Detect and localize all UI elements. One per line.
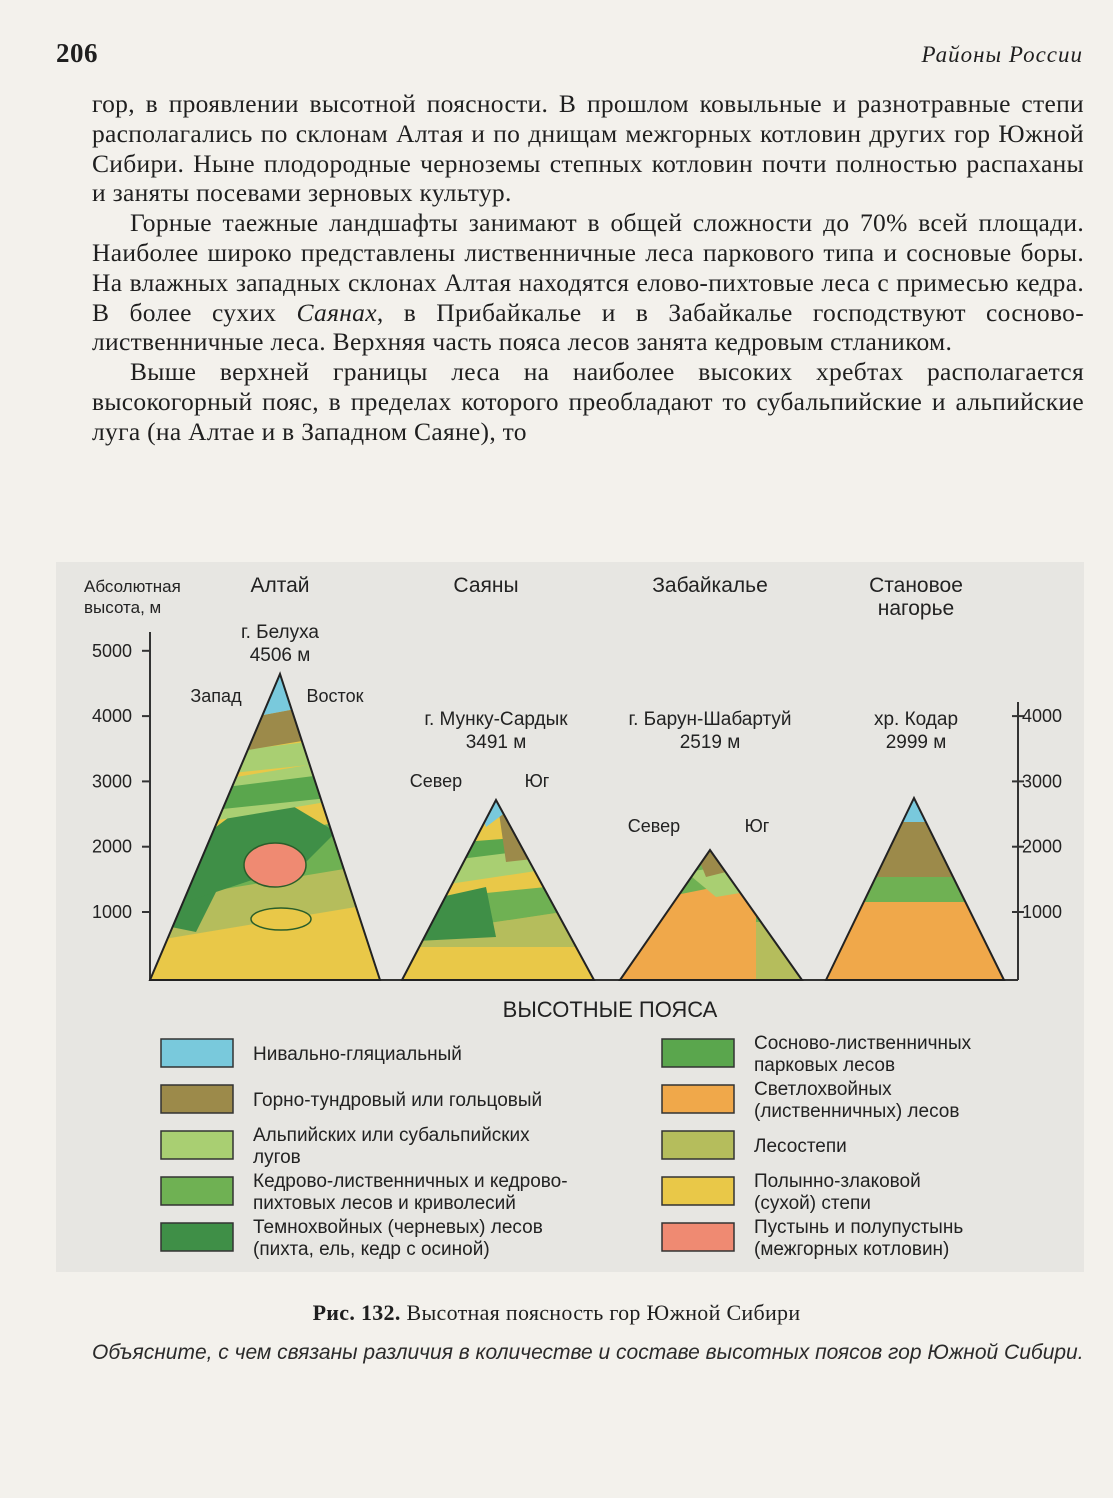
left-tick-label: 4000 [91, 706, 132, 727]
running-title: Районы России [921, 42, 1083, 67]
legend-label: Нивально-гляциальный [253, 1044, 462, 1065]
legend-item [161, 1171, 568, 1214]
legend-swatch [161, 1131, 233, 1159]
legend-label: Темнохвойных (черневых) лесов [253, 1217, 543, 1238]
right-tick-label: 1000 [1022, 902, 1063, 922]
altai-mountain [146, 662, 386, 982]
legend-label-line2: (сухой) степи [754, 1193, 871, 1214]
figure-caption [0, 1300, 1113, 1326]
side-north-zabaikalye: Север [627, 816, 681, 836]
right-tick-label: 2000 [1022, 836, 1063, 857]
zabaikalye-mountain [616, 842, 806, 982]
svg-text:нагорье: нагорье [877, 597, 955, 620]
legend-item [662, 1079, 959, 1122]
peak-height-altai: 4506 м [249, 645, 311, 666]
legend-label: Горно-тундровый или гольцовый [253, 1090, 543, 1111]
side-south-zabaikalye: Юг [744, 816, 770, 836]
legend-label: Лесостепи [754, 1136, 847, 1157]
legend-swatch [662, 1131, 734, 1159]
legend-swatch [662, 1223, 734, 1251]
legend-label: Альпийских или субальпийских [253, 1125, 530, 1146]
side-west: Запад [190, 686, 242, 706]
region-altai: Алтай [250, 574, 310, 597]
peak-name-sayany: г. Мунку-Сардык [424, 709, 568, 730]
legend-item [161, 1085, 542, 1113]
legend-item [662, 1033, 972, 1076]
caption-label: Рис. 132. [312, 1300, 401, 1325]
legend-swatch [161, 1039, 233, 1067]
axis-title: Абсолютная [84, 577, 181, 596]
legend-label: Кедрово-лиственничных и кедрово- [253, 1171, 568, 1192]
right-tick-label: 3000 [1022, 771, 1063, 792]
legend-swatch [662, 1085, 734, 1113]
paragraph-2: Горные таежные ландшафты занимают в общей сложности до 70% всей площади. Наиболее широко представлены лиственничные леса паркового типа и сосновые боры. На влажных западных склонах Алтая находятся елово-пихтовые леса с примесью кедра. В более сухих Саянах, в Прибайкалье и в Забайкалье господствуют сосново-лиственничные леса. Верхняя часть пояса лесов занята кедровым стлаником. [92, 208, 1084, 357]
side-east: Восток [306, 686, 364, 706]
legend-item [161, 1125, 530, 1168]
legend [161, 1033, 972, 1260]
legend-label-line2: пихтовых лесов и криволесий [253, 1193, 516, 1214]
altai-basin-desert [244, 843, 306, 887]
legend-swatch [161, 1223, 233, 1251]
italic-term-sayany: Саянах [296, 297, 377, 327]
peak-name-stanovoe: хр. Кодар [873, 709, 959, 730]
peak-height-zabaikalye: 2519 м [679, 732, 741, 753]
peak-height-stanovoe: 2999 м [885, 732, 947, 753]
legend-item [662, 1217, 963, 1260]
legend-item [662, 1171, 921, 1214]
paragraph-3: Выше верхней границы леса на наиболее высоких хребтах располагается высокогорный пояс, в пределах которого преобладают то субальпийские и альпийские луга (на Алтае и в Западном Саяне), то [92, 357, 1084, 446]
svg-text:высота, м: высота, м [84, 598, 162, 617]
legend-swatch [662, 1177, 734, 1205]
legend-item [662, 1131, 847, 1159]
right-tick-label: 4000 [1022, 706, 1063, 727]
peak-name-zabaikalye: г. Барун-Шабартуй [628, 709, 792, 730]
legend-label-line2: (межгорных котловин) [754, 1239, 950, 1260]
left-ticks [92, 641, 150, 922]
body-text [92, 89, 1084, 447]
legend-label-line2: (лиственничных) лесов [754, 1101, 960, 1122]
paragraph-1: гор, в проявлении высотной поясности. В прошлом ковыльные и разнотравные степи располагались по склонам Алтая и по днищам межгорных котловин других гор Южной Сибири. Ныне плодородные черноземы степных котловин почти полностью распаханы и заняты посевами зерновых культур. [92, 89, 1084, 208]
legend-label: Светлохвойных [754, 1079, 892, 1100]
question-text: Объясните, с чем связаны различия в количестве и составе высотных поясов гор Южной Сибири. [92, 1341, 1084, 1364]
legend-title: ВЫСОТНЫЕ ПОЯСА [502, 997, 718, 1022]
legend-item [161, 1039, 462, 1067]
altai-basin-steppe [251, 908, 311, 930]
legend-item [161, 1217, 543, 1260]
region-sayany: Саяны [453, 574, 519, 597]
legend-swatch [662, 1039, 734, 1067]
region-stanovoe: Становое [869, 574, 963, 597]
side-south-sayany: Юг [524, 771, 550, 791]
peak-name-altai: г. Белуха [240, 622, 320, 643]
sayany-mountain [396, 792, 596, 982]
altitude-zonation-chart [56, 562, 1084, 1272]
region-zabaikalye: Забайкалье [652, 574, 768, 597]
peak-height-sayany: 3491 м [465, 732, 527, 753]
legend-label: Пустынь и полупустынь [754, 1217, 964, 1238]
legend-label: Сосново-лиственничных [754, 1033, 972, 1054]
legend-swatch [161, 1085, 233, 1113]
left-tick-label: 1000 [91, 902, 132, 922]
page-number: 206 [56, 38, 98, 68]
right-ticks [1012, 706, 1062, 922]
legend-swatch [161, 1177, 233, 1205]
figure-132 [56, 562, 1084, 1272]
left-tick-label: 3000 [91, 771, 132, 792]
legend-label-line2: (пихта, ель, кедр с осиной) [253, 1239, 490, 1260]
legend-label: Полынно-злаковой [754, 1171, 921, 1192]
caption-text: Высотная поясность гор Южной Сибири [406, 1300, 801, 1325]
left-tick-label: 5000 [91, 640, 132, 661]
stanovoe-mountain [821, 792, 1011, 982]
left-tick-label: 2000 [91, 836, 132, 857]
legend-label-line2: парковых лесов [754, 1055, 896, 1076]
legend-label-line2: лугов [253, 1147, 301, 1168]
side-north-sayany: Север [409, 771, 463, 791]
